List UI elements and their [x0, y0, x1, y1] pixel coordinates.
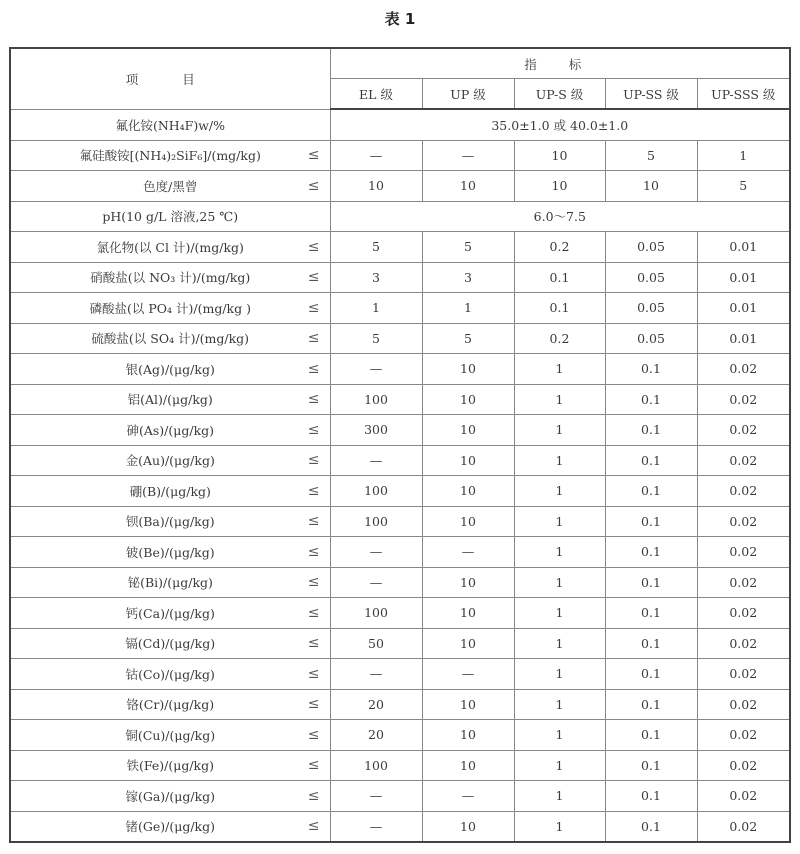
- table-row: [10, 720, 790, 751]
- table-row: [10, 811, 790, 842]
- value-cell-up-ss: 0.1: [605, 476, 697, 507]
- table-caption: 表 1: [384, 10, 416, 28]
- value-cell-up-ss: 0.1: [605, 781, 697, 812]
- grade-header-up-s: UP-S 级: [514, 79, 605, 110]
- grade-header-up-ss: UP-SS 级: [605, 79, 697, 110]
- value-cell-up-s: 0.1: [514, 262, 605, 293]
- value-cell-up-sss: 0.02: [697, 628, 790, 659]
- item-cell: [10, 506, 330, 537]
- value-cell-up-ss: 0.05: [605, 262, 697, 293]
- table-row: [10, 445, 790, 476]
- value-cell-up: 5: [422, 232, 514, 263]
- value-cell-up-ss: 0.1: [605, 567, 697, 598]
- value-cell-up-sss: 0.02: [697, 415, 790, 446]
- value-cell-up-sss: 0.02: [697, 750, 790, 781]
- value-cell-up: 10: [422, 567, 514, 598]
- value-cell-el: —: [330, 354, 422, 385]
- value-cell-up-ss: 0.1: [605, 689, 697, 720]
- item-cell: [10, 323, 330, 354]
- item-label: 磷酸盐(以 PO₄ 计)/(mg/kg ): [89, 300, 251, 316]
- table-body: [10, 109, 790, 842]
- less-or-equal-symbol: ≤: [307, 726, 320, 743]
- table-row: [10, 476, 790, 507]
- item-cell: [10, 537, 330, 568]
- value-cell-up: —: [422, 140, 514, 171]
- value-cell-up-sss: 0.02: [697, 537, 790, 568]
- value-cell-up-ss: 0.05: [605, 323, 697, 354]
- value-cell-el: 50: [330, 628, 422, 659]
- value-cell-up-s: 1: [514, 384, 605, 415]
- less-or-equal-symbol: ≤: [307, 543, 320, 560]
- table-row: [10, 781, 790, 812]
- item-cell: [10, 628, 330, 659]
- value-cell-el: —: [330, 537, 422, 568]
- value-cell-up-ss: 0.1: [605, 354, 697, 385]
- item-cell: [10, 109, 330, 140]
- value-cell-up: 10: [422, 750, 514, 781]
- less-or-equal-symbol: ≤: [307, 177, 320, 194]
- spanning-value-cell: 35.0±1.0 或 40.0±1.0: [330, 109, 790, 140]
- item-cell: [10, 293, 330, 324]
- item-label: 金(Au)/(μg/kg): [125, 453, 215, 469]
- value-cell-up: 10: [422, 171, 514, 202]
- value-cell-up-sss: 5: [697, 171, 790, 202]
- value-cell-el: —: [330, 567, 422, 598]
- value-cell-up-s: 1: [514, 598, 605, 629]
- value-cell-up: 5: [422, 323, 514, 354]
- value-cell-el: —: [330, 140, 422, 171]
- value-cell-up-ss: 0.1: [605, 506, 697, 537]
- less-or-equal-symbol: ≤: [307, 574, 320, 591]
- value-cell-up-ss: 0.1: [605, 384, 697, 415]
- value-cell-up-sss: 0.02: [697, 781, 790, 812]
- value-cell-up-sss: 0.02: [697, 567, 790, 598]
- value-cell-el: 100: [330, 506, 422, 537]
- value-cell-up-s: 1: [514, 628, 605, 659]
- value-cell-el: 20: [330, 720, 422, 751]
- value-cell-el: 100: [330, 750, 422, 781]
- table-row: [10, 628, 790, 659]
- value-cell-up-sss: 0.02: [697, 354, 790, 385]
- value-cell-up-ss: 5: [605, 140, 697, 171]
- table-row: [10, 689, 790, 720]
- value-cell-up-ss: 0.05: [605, 232, 697, 263]
- value-cell-up-sss: 0.02: [697, 384, 790, 415]
- value-cell-el: 100: [330, 476, 422, 507]
- value-cell-up-sss: 0.02: [697, 689, 790, 720]
- table-row: [10, 140, 790, 171]
- value-cell-up-s: 0.1: [514, 293, 605, 324]
- value-cell-up-s: 1: [514, 415, 605, 446]
- table-row: [10, 109, 790, 140]
- item-label: 钙(Ca)/(μg/kg): [125, 605, 215, 621]
- value-cell-up: 10: [422, 598, 514, 629]
- value-cell-el: 300: [330, 415, 422, 446]
- table-row: [10, 171, 790, 202]
- item-cell: [10, 476, 330, 507]
- value-cell-up-sss: 0.02: [697, 445, 790, 476]
- spanning-value-cell: 6.0～7.5: [330, 201, 790, 232]
- less-or-equal-symbol: ≤: [307, 787, 320, 804]
- item-cell: [10, 750, 330, 781]
- table-row: [10, 354, 790, 385]
- value-cell-el: 20: [330, 689, 422, 720]
- table-row: [10, 293, 790, 324]
- value-cell-up-ss: 0.1: [605, 445, 697, 476]
- item-label: 氯化物(以 Cl 计)/(mg/kg): [96, 239, 244, 255]
- spec-table: [9, 47, 791, 843]
- item-label: 硫酸盐(以 SO₄ 计)/(mg/kg): [91, 331, 250, 347]
- less-or-equal-symbol: ≤: [307, 269, 320, 286]
- value-cell-up-ss: 0.1: [605, 811, 697, 842]
- value-cell-up-ss: 0.1: [605, 415, 697, 446]
- value-cell-up-sss: 0.01: [697, 232, 790, 263]
- value-cell-up: 10: [422, 506, 514, 537]
- value-cell-up: 10: [422, 476, 514, 507]
- item-label: 镉(Cd)/(μg/kg): [125, 636, 216, 652]
- value-cell-el: 5: [330, 323, 422, 354]
- value-cell-up-s: 1: [514, 811, 605, 842]
- value-cell-up-ss: 0.1: [605, 628, 697, 659]
- value-cell-el: 100: [330, 384, 422, 415]
- value-cell-up: —: [422, 659, 514, 690]
- less-or-equal-symbol: ≤: [307, 360, 320, 377]
- value-cell-el: —: [330, 811, 422, 842]
- item-label: 铜(Cu)/(μg/kg): [125, 727, 216, 743]
- value-cell-up: 3: [422, 262, 514, 293]
- value-cell-up-sss: 0.01: [697, 323, 790, 354]
- less-or-equal-symbol: ≤: [307, 421, 320, 438]
- item-label: 钡(Ba)/(μg/kg): [125, 514, 215, 530]
- value-cell-el: —: [330, 781, 422, 812]
- grade-header-up-sss: UP-SSS 级: [697, 79, 790, 110]
- value-cell-el: —: [330, 445, 422, 476]
- item-column-header: 项 目: [10, 48, 330, 109]
- item-cell: [10, 354, 330, 385]
- value-cell-up-sss: 0.02: [697, 598, 790, 629]
- item-label: 钴(Co)/(μg/kg): [125, 666, 215, 682]
- less-or-equal-symbol: ≤: [307, 391, 320, 408]
- less-or-equal-symbol: ≤: [307, 635, 320, 652]
- value-cell-el: 5: [330, 232, 422, 263]
- item-label: 色度/黑曾: [143, 178, 198, 194]
- less-or-equal-symbol: ≤: [307, 238, 320, 255]
- item-cell: [10, 384, 330, 415]
- value-cell-up: —: [422, 537, 514, 568]
- less-or-equal-symbol: ≤: [307, 818, 320, 835]
- table-row: [10, 659, 790, 690]
- value-cell-el: 3: [330, 262, 422, 293]
- value-cell-up-sss: 0.02: [697, 720, 790, 751]
- value-cell-up-s: 1: [514, 476, 605, 507]
- item-label: 氟硅酸铵[(NH₄)₂SiF₆]/(mg/kg): [79, 148, 261, 164]
- value-cell-el: 10: [330, 171, 422, 202]
- table-row: [10, 598, 790, 629]
- value-cell-up: 10: [422, 384, 514, 415]
- indicator-group-header: 指 标: [330, 48, 790, 79]
- item-label: 铁(Fe)/(μg/kg): [126, 758, 215, 774]
- table-row: [10, 384, 790, 415]
- item-cell: [10, 659, 330, 690]
- value-cell-up-s: 1: [514, 750, 605, 781]
- less-or-equal-symbol: ≤: [307, 757, 320, 774]
- item-cell: [10, 262, 330, 293]
- less-or-equal-symbol: ≤: [307, 665, 320, 682]
- grade-header-up: UP 级: [422, 79, 514, 110]
- value-cell-up-ss: 0.1: [605, 598, 697, 629]
- value-cell-up-s: 10: [514, 140, 605, 171]
- value-cell-up-s: 1: [514, 720, 605, 751]
- table-row: [10, 750, 790, 781]
- item-label: 铋(Bi)/(μg/kg): [127, 575, 213, 591]
- less-or-equal-symbol: ≤: [307, 330, 320, 347]
- value-cell-up-s: 0.2: [514, 323, 605, 354]
- value-cell-up-s: 10: [514, 171, 605, 202]
- item-label: 银(Ag)/(μg/kg): [125, 361, 215, 377]
- header-row-group: [10, 48, 790, 79]
- less-or-equal-symbol: ≤: [307, 147, 320, 164]
- table-row: [10, 232, 790, 263]
- item-cell: [10, 689, 330, 720]
- value-cell-up-sss: 0.01: [697, 293, 790, 324]
- item-cell: [10, 171, 330, 202]
- value-cell-up-s: 1: [514, 781, 605, 812]
- value-cell-up-sss: 0.01: [697, 262, 790, 293]
- value-cell-up: —: [422, 781, 514, 812]
- value-cell-up-ss: 0.05: [605, 293, 697, 324]
- less-or-equal-symbol: ≤: [307, 452, 320, 469]
- less-or-equal-symbol: ≤: [307, 604, 320, 621]
- item-label: 硝酸盐(以 NO₃ 计)/(mg/kg): [90, 270, 251, 286]
- item-cell: [10, 140, 330, 171]
- value-cell-up-ss: 0.1: [605, 659, 697, 690]
- value-cell-up-ss: 0.1: [605, 750, 697, 781]
- item-cell: [10, 232, 330, 263]
- value-cell-up-sss: 0.02: [697, 811, 790, 842]
- value-cell-up-s: 1: [514, 506, 605, 537]
- item-label: pH(10 g/L 溶液,25 ℃): [102, 209, 239, 225]
- value-cell-up: 10: [422, 689, 514, 720]
- item-cell: [10, 445, 330, 476]
- less-or-equal-symbol: ≤: [307, 482, 320, 499]
- value-cell-up-s: 1: [514, 445, 605, 476]
- value-cell-up: 10: [422, 628, 514, 659]
- value-cell-el: 1: [330, 293, 422, 324]
- item-label: 氟化铵(NH₄F)w/%: [115, 117, 226, 133]
- value-cell-up-ss: 10: [605, 171, 697, 202]
- value-cell-up-sss: 0.02: [697, 476, 790, 507]
- value-cell-up: 10: [422, 415, 514, 446]
- value-cell-up: 1: [422, 293, 514, 324]
- grade-header-el: EL 级: [330, 79, 422, 110]
- value-cell-up-ss: 0.1: [605, 720, 697, 751]
- table-row: [10, 506, 790, 537]
- value-cell-up-s: 1: [514, 689, 605, 720]
- value-cell-up: 10: [422, 354, 514, 385]
- item-cell: [10, 415, 330, 446]
- value-cell-up: 10: [422, 720, 514, 751]
- value-cell-up-s: 1: [514, 659, 605, 690]
- item-label: 铝(Al)/(μg/kg): [127, 392, 213, 408]
- value-cell-up-s: 0.2: [514, 232, 605, 263]
- value-cell-up-sss: 0.02: [697, 659, 790, 690]
- item-label: 砷(As)/(μg/kg): [126, 422, 215, 438]
- item-cell: [10, 781, 330, 812]
- value-cell-up-s: 1: [514, 537, 605, 568]
- less-or-equal-symbol: ≤: [307, 696, 320, 713]
- item-cell: [10, 567, 330, 598]
- value-cell-up-s: 1: [514, 567, 605, 598]
- item-cell: [10, 720, 330, 751]
- table-row: [10, 262, 790, 293]
- item-cell: [10, 598, 330, 629]
- less-or-equal-symbol: ≤: [307, 513, 320, 530]
- table-row: [10, 537, 790, 568]
- value-cell-up-s: 1: [514, 354, 605, 385]
- value-cell-up-ss: 0.1: [605, 537, 697, 568]
- item-label: 铬(Cr)/(μg/kg): [126, 697, 215, 713]
- table-row: [10, 567, 790, 598]
- table-row: [10, 415, 790, 446]
- value-cell-el: 100: [330, 598, 422, 629]
- item-cell: [10, 811, 330, 842]
- value-cell-up-sss: 0.02: [697, 506, 790, 537]
- table-row: [10, 201, 790, 232]
- item-label: 硼(B)/(μg/kg): [129, 483, 211, 499]
- item-label: 铍(Be)/(μg/kg): [125, 544, 215, 560]
- less-or-equal-symbol: ≤: [307, 299, 320, 316]
- value-cell-up: 10: [422, 445, 514, 476]
- value-cell-up: 10: [422, 811, 514, 842]
- table-row: [10, 323, 790, 354]
- value-cell-el: —: [330, 659, 422, 690]
- item-cell: [10, 201, 330, 232]
- item-label: 锗(Ge)/(μg/kg): [125, 819, 215, 835]
- value-cell-up-sss: 1: [697, 140, 790, 171]
- item-label: 镓(Ga)/(μg/kg): [125, 788, 216, 804]
